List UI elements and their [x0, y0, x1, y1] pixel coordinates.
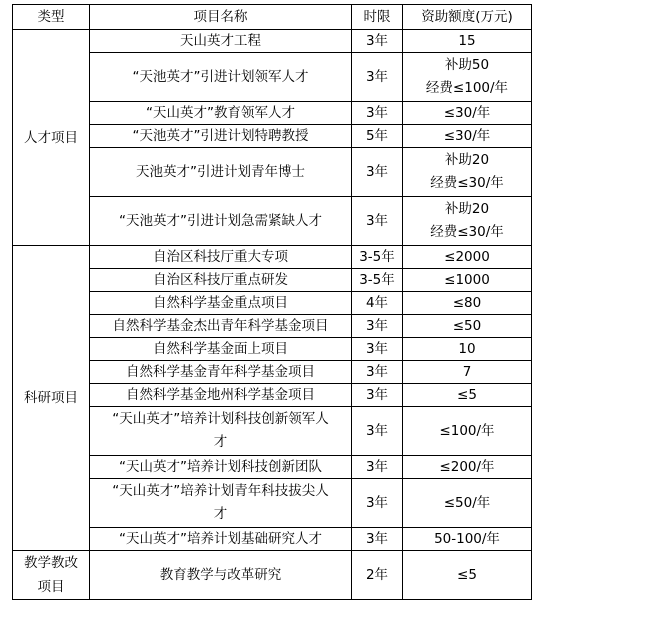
project-name-cell: “天山英才”培养计划基础研究人才 — [90, 528, 352, 551]
term-cell: 3年 — [352, 53, 403, 102]
term-cell: 3年 — [352, 102, 403, 125]
term-cell: 3年 — [352, 479, 403, 528]
amount-cell: 50-100/年 — [403, 528, 532, 551]
table-row — [13, 269, 532, 292]
term-cell: 3年 — [352, 528, 403, 551]
term-cell: 3年 — [352, 315, 403, 338]
project-name-cell: 自治区科技厅重大专项 — [90, 246, 352, 269]
header-term: 时限 — [352, 5, 403, 30]
funding-table — [12, 4, 532, 600]
table-row — [13, 292, 532, 315]
table-row — [13, 102, 532, 125]
term-cell: 3-5年 — [352, 246, 403, 269]
amount-cell: ≤30/年 — [403, 102, 532, 125]
project-name-cell: 自然科学基金青年科学基金项目 — [90, 361, 352, 384]
category-cell: 人才项目 — [13, 30, 90, 246]
table-row — [13, 456, 532, 479]
amount-cell: ≤1000 — [403, 269, 532, 292]
amount-cell: 补助20 经费≤30/年 — [403, 148, 532, 197]
term-cell: 3年 — [352, 456, 403, 479]
term-cell: 2年 — [352, 551, 403, 600]
term-cell: 3-5年 — [352, 269, 403, 292]
term-cell: 3年 — [352, 148, 403, 197]
project-name-cell: “天池英才”引进计划特聘教授 — [90, 125, 352, 148]
project-name-cell: 天池英才”引进计划青年博士 — [90, 148, 352, 197]
term-cell: 3年 — [352, 361, 403, 384]
amount-cell: ≤50/年 — [403, 479, 532, 528]
amount-cell: ≤30/年 — [403, 125, 532, 148]
amount-cell: ≤100/年 — [403, 407, 532, 456]
project-name-cell: 自治区科技厅重点研发 — [90, 269, 352, 292]
category-cell: 教学教改 项目 — [13, 551, 90, 600]
project-name-cell: “天池英才”引进计划急需紧缺人才 — [90, 197, 352, 246]
table-row — [13, 338, 532, 361]
amount-cell: ≤5 — [403, 384, 532, 407]
amount-cell: 补助50 经费≤100/年 — [403, 53, 532, 102]
term-cell: 5年 — [352, 125, 403, 148]
project-name-cell: “天山英才”教育领军人才 — [90, 102, 352, 125]
project-name-cell: “天山英才”培养计划科技创新团队 — [90, 456, 352, 479]
term-cell: 3年 — [352, 197, 403, 246]
project-name-cell: “天池英才”引进计划领军人才 — [90, 53, 352, 102]
header-type: 类型 — [13, 5, 90, 30]
category-cell: 科研项目 — [13, 246, 90, 551]
term-cell: 3年 — [352, 338, 403, 361]
amount-cell: 补助20 经费≤30/年 — [403, 197, 532, 246]
table-row — [13, 125, 532, 148]
table-row — [13, 315, 532, 338]
term-cell: 3年 — [352, 30, 403, 53]
amount-cell: 7 — [403, 361, 532, 384]
project-name-cell: “天山英才”培养计划青年科技拔尖人 才 — [90, 479, 352, 528]
header-amount: 资助额度(万元) — [403, 5, 532, 30]
table-body — [13, 30, 532, 600]
table-row — [13, 407, 532, 456]
table-row — [13, 53, 532, 102]
table-row — [13, 479, 532, 528]
table-header-row — [13, 5, 532, 30]
amount-cell: ≤50 — [403, 315, 532, 338]
amount-cell: ≤80 — [403, 292, 532, 315]
term-cell: 4年 — [352, 292, 403, 315]
table-row — [13, 384, 532, 407]
amount-cell: 10 — [403, 338, 532, 361]
table-row — [13, 148, 532, 197]
project-name-cell: 自然科学基金地州科学基金项目 — [90, 384, 352, 407]
amount-cell: ≤200/年 — [403, 456, 532, 479]
project-name-cell: 自然科学基金面上项目 — [90, 338, 352, 361]
table-row — [13, 528, 532, 551]
project-name-cell: “天山英才”培养计划科技创新领军人 才 — [90, 407, 352, 456]
table-row — [13, 197, 532, 246]
project-name-cell: 教育教学与改革研究 — [90, 551, 352, 600]
term-cell: 3年 — [352, 384, 403, 407]
table-row — [13, 361, 532, 384]
table-row — [13, 246, 532, 269]
project-name-cell: 天山英才工程 — [90, 30, 352, 53]
amount-cell: 15 — [403, 30, 532, 53]
table-row — [13, 30, 532, 53]
term-cell: 3年 — [352, 407, 403, 456]
project-name-cell: 自然科学基金杰出青年科学基金项目 — [90, 315, 352, 338]
project-name-cell: 自然科学基金重点项目 — [90, 292, 352, 315]
table-row — [13, 551, 532, 600]
header-name: 项目名称 — [90, 5, 352, 30]
amount-cell: ≤5 — [403, 551, 532, 600]
amount-cell: ≤2000 — [403, 246, 532, 269]
funding-table-container — [12, 4, 532, 600]
